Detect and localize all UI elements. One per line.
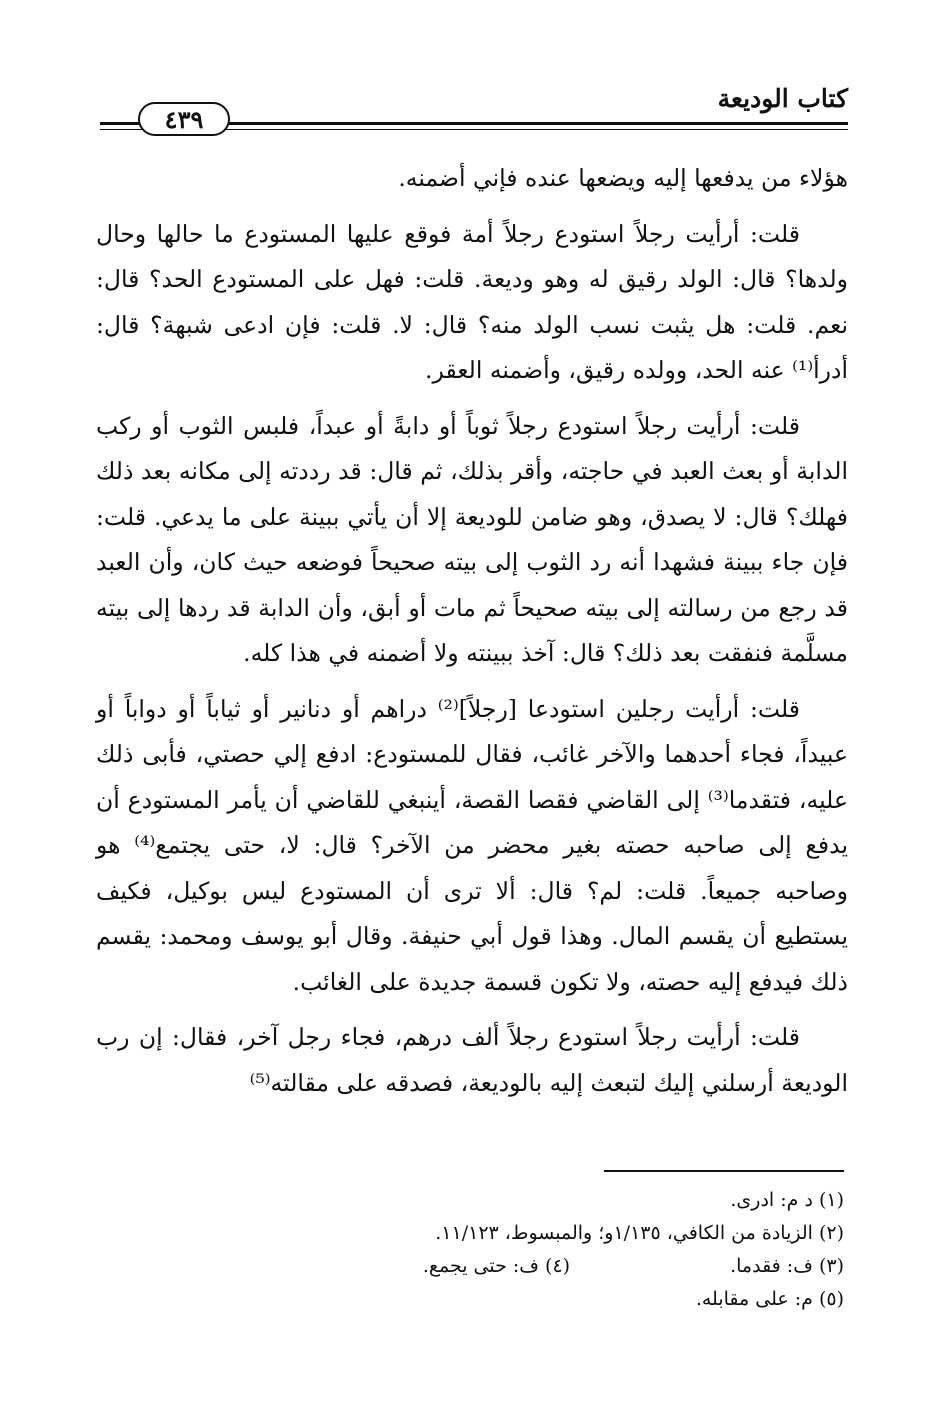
footnote-1: (١) د م: ادرى. bbox=[730, 1189, 844, 1211]
page-number-text: ٤٣٩ bbox=[164, 104, 204, 134]
paragraph-3: قلت: أرأيت رجلاً استودع رجلاً ثوباً أو دابةً أو عبداً، فلبس الثوب أو ركب الدابة أو بعث العبد في حاجته، وأقر بذلك، ثم قال: قد رددته إلى مكانه بعد ذلك فهلك؟ قال: لا يصدق، وهو ضامن للوديعة إلا أن يأتي ببينة على ما يدعي. قلت: فإن جاء ببينة فشهدا أنه رد الثوب إلى بيته صحيحاً فوضعه حيث كان، وأن العبد قد رجع من رسالته إلى بيته صحيحاً ثم مات أو أبق، وأن الدابة قد ردها إلى بيته مسلَّمة فنفقت بعد ذلك؟ قال: آخذ ببينته ولا أضمنه في هذا كله. bbox=[96, 411, 848, 667]
page-number bbox=[138, 102, 230, 136]
footnote-2: (٢) الزيادة من الكافي، ١/١٣٥و؛ والمبسوط، ١١/١٢٣. bbox=[435, 1222, 844, 1244]
paragraph-5: قلت: أرأيت رجلاً استودع رجلاً ألف درهم، فجاء رجل آخر، فقال: إن رب الوديعة أرسلني إليك لتبعث إليه بالوديعة، فصدقه على مقالته⁽⁵⁾ bbox=[96, 1023, 848, 1097]
footnote-5: (٥) م: على مقابله. bbox=[695, 1288, 844, 1310]
footnote-line bbox=[96, 1250, 844, 1283]
footnote-line bbox=[96, 1283, 844, 1316]
main-text bbox=[96, 156, 848, 1116]
footnote-line bbox=[96, 1217, 844, 1250]
footnote-3: (٣) ف: فقدما. bbox=[730, 1255, 844, 1277]
running-title: كتاب الوديعة bbox=[717, 84, 848, 113]
paragraph-2: قلت: أرأيت رجلاً استودع رجلاً أمة فوقع عليها المستودع ما حالها وحال ولدها؟ قال: الولد رقيق له وهو وديعة. قلت: فهل على المستودع الحد؟ قال: نعم. قلت: هل يثبت نسب الولد منه؟ قال: لا. قلت: فإن ادعى شبهة؟ قال: أدرأ⁽¹⁾ عنه الحد، وولده رقيق، وأضمنه العقر. bbox=[96, 219, 848, 384]
paragraph-1: هؤلاء من يدفعها إليه ويضعها عنده فإني أضمنه. bbox=[398, 164, 848, 192]
footnotes bbox=[96, 1184, 844, 1316]
footnote-4: (٤) ف: حتى يجمع. bbox=[422, 1255, 571, 1277]
paragraph-4: قلت: أرأيت رجلين استودعا [رجلاً]⁽²⁾ دراهم أو دنانير أو ثياباً أو دواباً أو عبيداً، فجاء أحدهما والآخر غائب، فقال للمستودع: ادفع إلي حصتي، فأبى ذلك عليه، فتقدما⁽³⁾ إلى القاضي فقصا القصة، أينبغي للقاضي أن يأمر المستودع أن يدفع إلى صاحبه حصته بغير محضر من الآخر؟ قال: لا، حتى يجتمع⁽⁴⁾ هو وصاحبه جميعاً. قلت: لم؟ قال: ألا ترى أن المستودع ليس بوكيل، فكيف يستطيع أن يقسم المال. وهذا قول أبي حنيفة. وقال أبو يوسف ومحمد: يقسم ذلك فيدفع إليه حصته، ولا تكون قسمة جديدة على الغائب. bbox=[96, 694, 848, 996]
footnote-line bbox=[96, 1184, 844, 1217]
footnote-separator bbox=[604, 1170, 844, 1172]
